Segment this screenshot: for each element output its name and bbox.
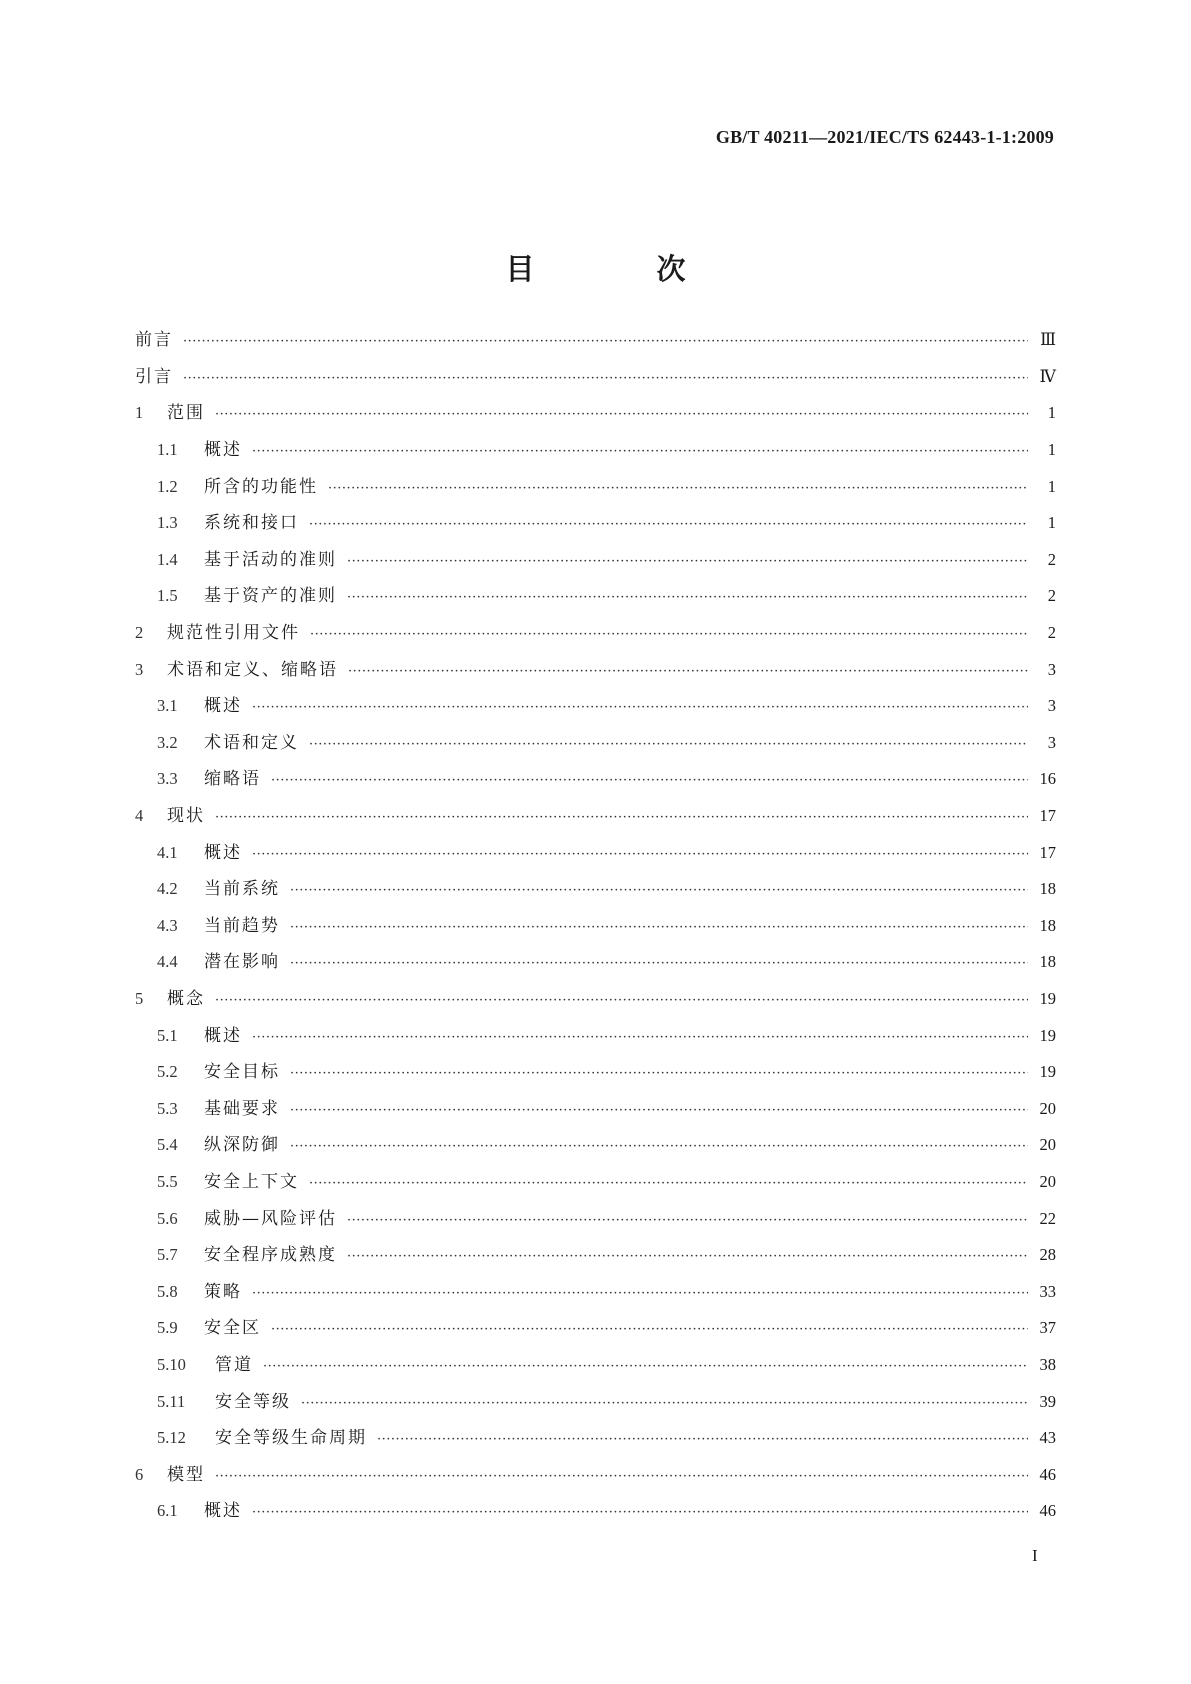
toc-entry[interactable] <box>135 1200 1056 1237</box>
toc-entry-page: 19 <box>1039 1025 1056 1045</box>
toc-entry[interactable] <box>135 725 1056 762</box>
toc-entry-title: 概述 <box>204 440 242 461</box>
toc-entry[interactable] <box>135 871 1056 908</box>
toc-entry-page: 38 <box>1039 1354 1056 1374</box>
table-of-contents <box>135 322 1056 1530</box>
toc-entry-title: 威胁—风险评估 <box>204 1208 337 1229</box>
toc-entry-page: 3 <box>1047 732 1056 752</box>
toc-entry-page: 17 <box>1039 806 1056 826</box>
toc-entry-number: 6.1 <box>157 1501 178 1521</box>
toc-entry-number: 5.7 <box>157 1245 178 1265</box>
toc-entry-title: 缩略语 <box>204 769 261 790</box>
toc-leader-dots <box>263 1357 1028 1377</box>
toc-entry-number: 5.6 <box>157 1208 178 1228</box>
toc-entry-page: 39 <box>1039 1391 1056 1411</box>
toc-entry[interactable] <box>135 944 1056 981</box>
toc-entry-title: 安全程序成熟度 <box>204 1245 337 1266</box>
toc-leader-dots <box>215 991 1028 1011</box>
toc-entry-title: 潜在影响 <box>204 952 280 973</box>
toc-leader-dots <box>309 1174 1028 1194</box>
toc-entry[interactable] <box>135 505 1056 542</box>
toc-entry-number: 5.9 <box>157 1318 178 1338</box>
toc-entry-title: 基础要求 <box>204 1098 280 1119</box>
toc-entry-title: 安全区 <box>204 1318 261 1339</box>
toc-entry[interactable] <box>135 761 1056 798</box>
toc-entry[interactable] <box>135 1090 1056 1127</box>
toc-entry[interactable] <box>135 1383 1056 1420</box>
toc-entry-page: Ⅲ <box>1040 330 1056 350</box>
toc-entry[interactable] <box>135 359 1056 396</box>
toc-entry-page: 19 <box>1039 988 1056 1008</box>
toc-leader-dots <box>347 1247 1028 1267</box>
toc-entry[interactable] <box>135 1456 1056 1493</box>
toc-entry-page: 20 <box>1039 1171 1056 1191</box>
page-title: 目 次 <box>505 252 742 287</box>
toc-entry-number: 1.5 <box>157 586 178 606</box>
toc-entry[interactable] <box>135 1017 1056 1054</box>
toc-leader-dots <box>290 918 1028 938</box>
toc-entry[interactable] <box>135 542 1056 579</box>
toc-entry-page: 43 <box>1039 1428 1056 1448</box>
toc-entry-title: 管道 <box>215 1354 253 1375</box>
toc-entry-page: 2 <box>1047 549 1056 569</box>
toc-entry-number: 5.10 <box>157 1354 186 1374</box>
toc-entry-number: 1.3 <box>157 513 178 533</box>
toc-leader-dots <box>310 625 1028 645</box>
toc-leader-dots <box>215 405 1028 425</box>
toc-entry-page: 1 <box>1047 403 1056 423</box>
toc-entry-number: 4.3 <box>157 915 178 935</box>
toc-entry-number: 4.4 <box>157 952 178 972</box>
toc-entry-page: Ⅳ <box>1039 366 1056 386</box>
toc-entry-title: 当前趋势 <box>204 915 280 936</box>
toc-entry-page: 2 <box>1047 586 1056 606</box>
toc-entry[interactable] <box>135 395 1056 432</box>
toc-entry-number: 2 <box>135 623 144 643</box>
toc-leader-dots <box>271 1320 1028 1340</box>
toc-entry[interactable] <box>135 981 1056 1018</box>
toc-leader-dots <box>252 442 1028 462</box>
toc-leader-dots <box>328 479 1028 499</box>
toc-entry-number: 4.2 <box>157 879 178 899</box>
toc-leader-dots <box>215 808 1028 828</box>
toc-entry-page: 28 <box>1039 1245 1056 1265</box>
toc-leader-dots <box>252 1503 1028 1523</box>
toc-entry-number: 5.8 <box>157 1281 178 1301</box>
toc-entry[interactable] <box>135 688 1056 725</box>
toc-entry[interactable] <box>135 1347 1056 1384</box>
toc-entry-number: 1.4 <box>157 549 178 569</box>
toc-entry-number: 5.4 <box>157 1135 178 1155</box>
toc-entry-page: 1 <box>1047 513 1056 533</box>
toc-entry-number: 5.11 <box>157 1391 186 1411</box>
toc-entry-page: 37 <box>1039 1318 1056 1338</box>
toc-leader-dots <box>290 881 1028 901</box>
toc-entry-number: 1.1 <box>157 440 178 460</box>
toc-entry[interactable] <box>135 834 1056 871</box>
toc-entry-page: 46 <box>1039 1464 1056 1484</box>
toc-entry-title: 模型 <box>167 1464 205 1485</box>
toc-entry-page: 22 <box>1039 1208 1056 1228</box>
toc-leader-dots <box>301 1394 1028 1414</box>
toc-entry-title: 概述 <box>204 1501 242 1522</box>
toc-leader-dots <box>252 698 1028 718</box>
toc-entry-title: 引言 <box>135 366 173 387</box>
toc-leader-dots <box>271 771 1028 791</box>
toc-entry-title: 概述 <box>204 842 242 863</box>
toc-entry-page: 46 <box>1039 1501 1056 1521</box>
toc-entry-number: 1 <box>135 403 144 423</box>
toc-entry-title: 规范性引用文件 <box>167 623 300 644</box>
toc-leader-dots <box>347 1211 1028 1231</box>
toc-entry-title: 概述 <box>204 1025 242 1046</box>
toc-entry-page: 3 <box>1047 659 1056 679</box>
toc-entry-page: 2 <box>1047 623 1056 643</box>
page-number: I <box>1032 1546 1038 1565</box>
toc-entry[interactable] <box>135 322 1056 359</box>
toc-entry-page: 20 <box>1039 1135 1056 1155</box>
toc-entry-title: 前言 <box>135 330 173 351</box>
toc-entry[interactable] <box>135 1054 1056 1091</box>
toc-leader-dots <box>377 1430 1028 1450</box>
toc-entry[interactable] <box>135 1420 1056 1457</box>
toc-entry[interactable] <box>135 578 1056 615</box>
toc-entry[interactable] <box>135 908 1056 945</box>
toc-entry-title: 术语和定义、缩略语 <box>167 659 338 680</box>
toc-entry-title: 所含的功能性 <box>204 476 318 497</box>
toc-entry-number: 5.12 <box>157 1428 186 1448</box>
toc-entry[interactable] <box>135 651 1056 688</box>
toc-entry-number: 5.3 <box>157 1098 178 1118</box>
toc-leader-dots <box>252 845 1028 865</box>
toc-entry-title: 范围 <box>167 403 205 424</box>
toc-entry-page: 18 <box>1039 952 1056 972</box>
toc-entry[interactable] <box>135 1237 1056 1274</box>
toc-entry[interactable] <box>135 468 1056 505</box>
toc-leader-dots <box>309 515 1028 535</box>
toc-entry[interactable] <box>135 1164 1056 1201</box>
toc-entry-page: 18 <box>1039 915 1056 935</box>
toc-entry-title: 现状 <box>167 806 205 827</box>
toc-entry-title: 安全上下文 <box>204 1171 299 1192</box>
toc-entry-number: 5.1 <box>157 1025 178 1045</box>
toc-entry-title: 安全等级 <box>215 1391 291 1412</box>
toc-leader-dots <box>309 735 1028 755</box>
toc-entry-title: 安全等级生命周期 <box>215 1428 367 1449</box>
toc-leader-dots <box>215 1467 1028 1487</box>
toc-entry-title: 概念 <box>167 988 205 1009</box>
toc-entry-title: 纵深防御 <box>204 1135 280 1156</box>
standard-number: GB/T 40211—2021/IEC/TS 62443-1-1:2009 <box>715 127 1054 147</box>
toc-leader-dots <box>290 954 1028 974</box>
toc-entry-title: 策略 <box>204 1281 242 1302</box>
toc-entry-number: 6 <box>135 1464 144 1484</box>
toc-leader-dots <box>183 369 1028 389</box>
toc-leader-dots <box>348 662 1028 682</box>
toc-entry-page: 19 <box>1039 1062 1056 1082</box>
toc-entry-number: 4.1 <box>157 842 178 862</box>
toc-leader-dots <box>252 1284 1028 1304</box>
toc-entry-page: 1 <box>1047 440 1056 460</box>
toc-entry-number: 3 <box>135 659 144 679</box>
toc-leader-dots <box>347 552 1028 572</box>
toc-entry-title: 当前系统 <box>204 879 280 900</box>
toc-entry-number: 5.2 <box>157 1062 178 1082</box>
toc-entry-page: 3 <box>1047 696 1056 716</box>
toc-entry-number: 3.2 <box>157 732 178 752</box>
toc-leader-dots <box>252 1028 1028 1048</box>
toc-entry[interactable] <box>135 432 1056 469</box>
toc-entry-page: 20 <box>1039 1098 1056 1118</box>
toc-entry[interactable] <box>135 1493 1056 1530</box>
toc-leader-dots <box>290 1101 1028 1121</box>
toc-entry-title: 系统和接口 <box>204 513 299 534</box>
toc-entry[interactable] <box>135 1127 1056 1164</box>
toc-entry-page: 18 <box>1039 879 1056 899</box>
toc-entry-title: 基于活动的准则 <box>204 549 337 570</box>
toc-leader-dots <box>183 332 1028 352</box>
toc-entry-number: 5.5 <box>157 1171 178 1191</box>
toc-entry-number: 5 <box>135 988 144 1008</box>
toc-leader-dots <box>347 588 1028 608</box>
toc-entry-number: 3.3 <box>157 769 178 789</box>
toc-entry-page: 33 <box>1039 1281 1056 1301</box>
toc-entry-page: 16 <box>1039 769 1056 789</box>
toc-entry[interactable] <box>135 615 1056 652</box>
toc-entry-title: 基于资产的准则 <box>204 586 337 607</box>
toc-entry-page: 1 <box>1047 476 1056 496</box>
toc-entry-number: 4 <box>135 806 144 826</box>
toc-entry[interactable] <box>135 1310 1056 1347</box>
toc-entry-number: 3.1 <box>157 696 178 716</box>
toc-leader-dots <box>290 1064 1028 1084</box>
toc-entry-title: 安全目标 <box>204 1062 280 1083</box>
toc-entry[interactable] <box>135 798 1056 835</box>
toc-leader-dots <box>290 1137 1028 1157</box>
toc-entry-page: 17 <box>1039 842 1056 862</box>
toc-entry-title: 术语和定义 <box>204 732 299 753</box>
toc-entry[interactable] <box>135 1273 1056 1310</box>
toc-entry-title: 概述 <box>204 696 242 717</box>
toc-entry-number: 1.2 <box>157 476 178 496</box>
